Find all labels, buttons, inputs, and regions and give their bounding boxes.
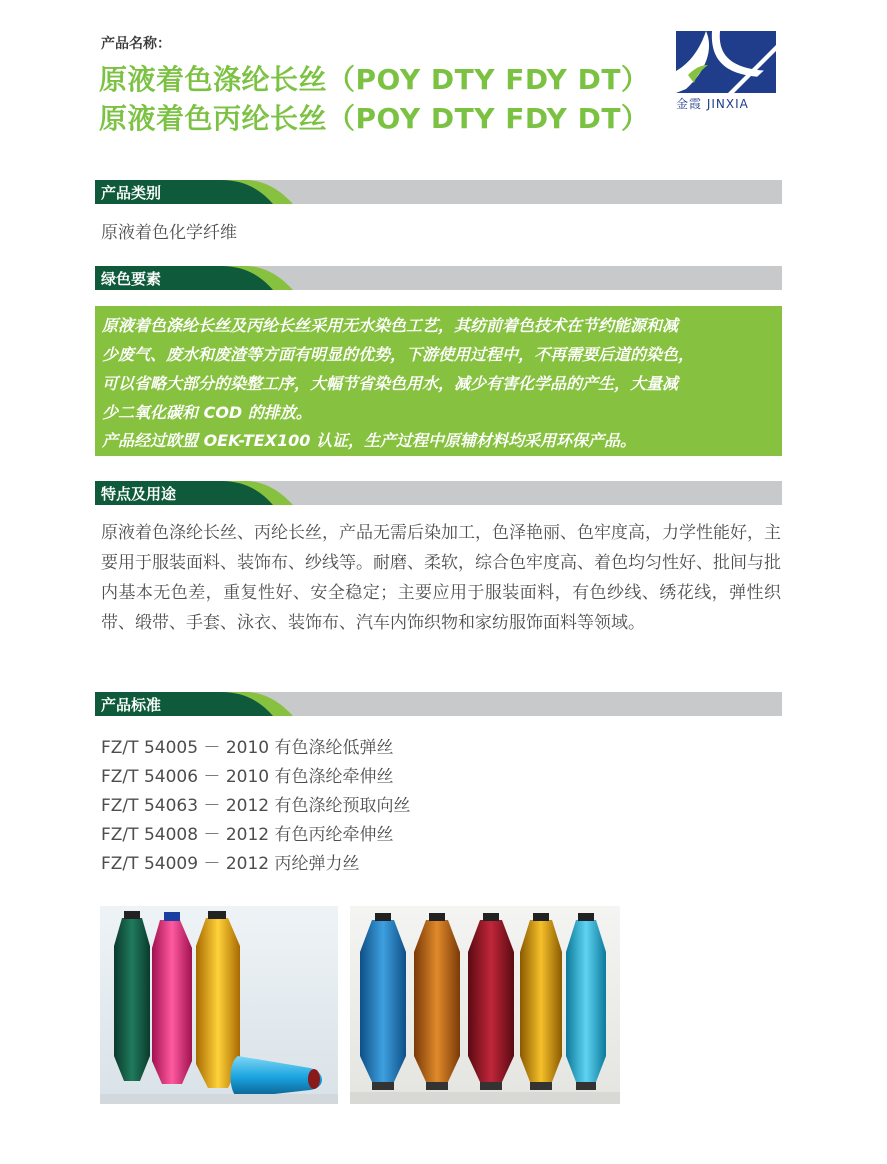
standard-item: FZ/T 54006 － 2010 有色涤纶牵伸丝 <box>101 767 394 787</box>
green-text-line: 产品经过欧盟 OEK-TEX100 认证，生产过程中原辅材料均采用环保产品。 <box>102 431 636 450</box>
green-text-line: 原液着色涤纶长丝及丙纶长丝采用无水染色工艺，其纺前着色技术在节约能源和减 <box>102 316 679 335</box>
product-title-line-2: 原液着色丙纶长丝（POY DTY FDY DT） <box>99 102 650 135</box>
section-title-category: 产品类别 <box>101 184 162 202</box>
product-name-label: 产品名称： <box>101 36 171 52</box>
standard-item: FZ/T 54009 － 2012 丙纶弹力丝 <box>101 854 360 874</box>
standard-item: FZ/T 54008 － 2012 有色丙纶牵伸丝 <box>101 825 394 845</box>
green-text-line: 少废气、废水和废渣等方面有明显的优势，下游使用过程中，不再需要后道的染色， <box>102 345 695 364</box>
green-text-line: 可以省略大部分的染整工序，大幅节省染色用水，减少有害化学品的产生，大量减 <box>102 374 679 393</box>
green-highlight-box <box>95 306 782 456</box>
product-title-line-1: 原液着色涤纶长丝（POY DTY FDY DT） <box>99 63 650 96</box>
section-header-features <box>95 481 782 505</box>
category-text: 原液着色化学纤维 <box>101 223 237 243</box>
standard-item: FZ/T 54063 － 2012 有色涤纶预取向丝 <box>101 796 411 816</box>
section-header-green <box>95 266 782 290</box>
section-header-standards <box>95 692 782 716</box>
yarn-spools-photo-left <box>100 906 338 1104</box>
features-text: 原液着色涤纶长丝、丙纶长丝，产品无需后染加工，色泽艳丽、色牢度高，力学性能好，主要用于服装面料、装饰布、纱线等。耐磨、柔软，综合色牢度高、着色均匀性好、批间与批内基本无色差，重复性好、安全稳定；主要应用于服装面料，有色纱线、绣花线，弹性织带、缎带、手套、泳衣、装饰布、汽车内饰织物和家纺服饰面料等领域。 <box>101 523 781 633</box>
section-title-features: 特点及用途 <box>101 485 177 503</box>
yarn-spools-photo-right <box>350 906 620 1104</box>
logo-text: 金霞 JINXIA <box>676 97 749 111</box>
section-title-standards: 产品标准 <box>101 696 162 714</box>
standard-item: FZ/T 54005 － 2010 有色涤纶低弹丝 <box>101 738 394 758</box>
section-header-category <box>95 180 782 204</box>
section-title-green: 绿色要素 <box>101 270 162 288</box>
green-text-line: 少二氧化碳和 COD 的排放。 <box>102 403 312 422</box>
